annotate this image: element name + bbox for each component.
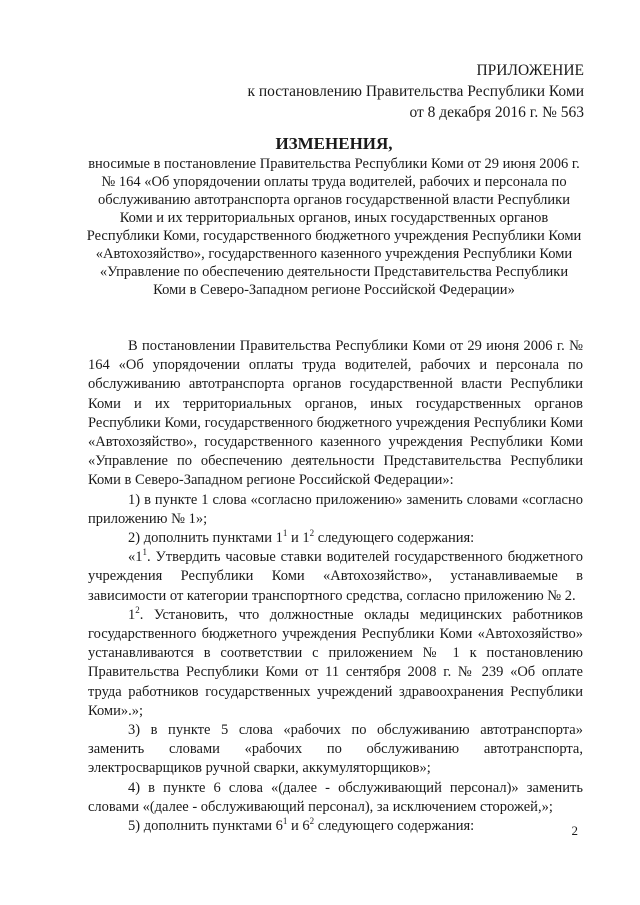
item-5: 5) дополнить пунктами $6^1$ и $6^2$ следующего содержания: — [128, 816, 475, 835]
title-heading: ИЗМЕНЕНИЯ, — [275, 134, 393, 153]
intro-paragraph: В постановлении Правительства Республики Коми от 29 июня 2006 г. № 164 «Об упорядочении оплаты труда водителей, рабочих и персонала по обслуживанию автотранспорта органов государственной власти Республики Коми и их территориальных органов, иных государственных органов Республики Коми, государственного бюджетного учреждения Республики Коми «Автохозяйство», государственного казенного учреждения Республики Коми «Управление по обеспечению деятельности Представительства Республики Коми в Северо-Западном регионе Российской Федерации»: — [88, 338, 583, 489]
appendix-reference: к постановлению Правительства Республики Коми — [247, 83, 584, 100]
paragraph-1-2: $1^2$. Установить, что должностные оклады медицинских работников государственного бюджетного учреждения Республики Коми «Автохозяйство» устанавливаются в соответствии с приложением № 1 к постановлению Правительства Республики Коми от 11 сентября 2008 г. № 239 «Об оплате труда работников государственных учреждений здравоохранения Республики Коми».»; — [88, 605, 583, 719]
page-number: 2 — [571, 823, 578, 838]
document-body — [88, 337, 583, 836]
appendix-label: ПРИЛОЖЕНИЕ — [476, 62, 584, 79]
item-4: 4) в пункте 6 слова «(далее - обслуживающий персонал)» заменить словами «(далее - обслуживающий персонал), за исключением сторожей,»; — [88, 779, 583, 815]
title-subtitle: вносимые в постановление Правительства Республики Коми от 29 июня 2006 г. № 164 «Об упорядочении оплаты труда водителей, рабочих и персонала по обслуживанию автотранспорта органов государственной власти Республики Коми и их территориальных органов, иных государственных органов Республики Коми, государственного бюджетного учреждения Республики Коми «Автохозяйство», государственного казенного учреждения Республики Коми «Управление по обеспечению деятельности Представительства Республики Коми в Северо-Западном регионе Российской Федерации» — [86, 156, 582, 298]
item-2: 2) дополнить пунктами $1^1$ и $1^2$ следующего содержания: — [128, 528, 475, 547]
document-title — [84, 133, 584, 299]
appendix-header — [247, 60, 584, 123]
paragraph-1-1: «$1^1$. Утвердить часовые ставки водителей государственного бюджетного учреждения Республики Коми «Автохозяйство», устанавливаемые в зависимости от категории транспортного средства, согласно приложению № 2. — [88, 547, 583, 604]
item-1: 1) в пункте 1 слова «согласно приложению» заменить словами «согласно приложению № 1»; — [88, 491, 583, 527]
item-3: 3) в пункте 5 слова «рабочих по обслуживанию автотранспорта» заменить словами «рабочих по обслуживанию автотранспорта, электросварщиков ручной сварки, аккумуляторщиков»; — [88, 722, 583, 777]
appendix-date: от 8 декабря 2016 г. № 563 — [409, 104, 584, 121]
